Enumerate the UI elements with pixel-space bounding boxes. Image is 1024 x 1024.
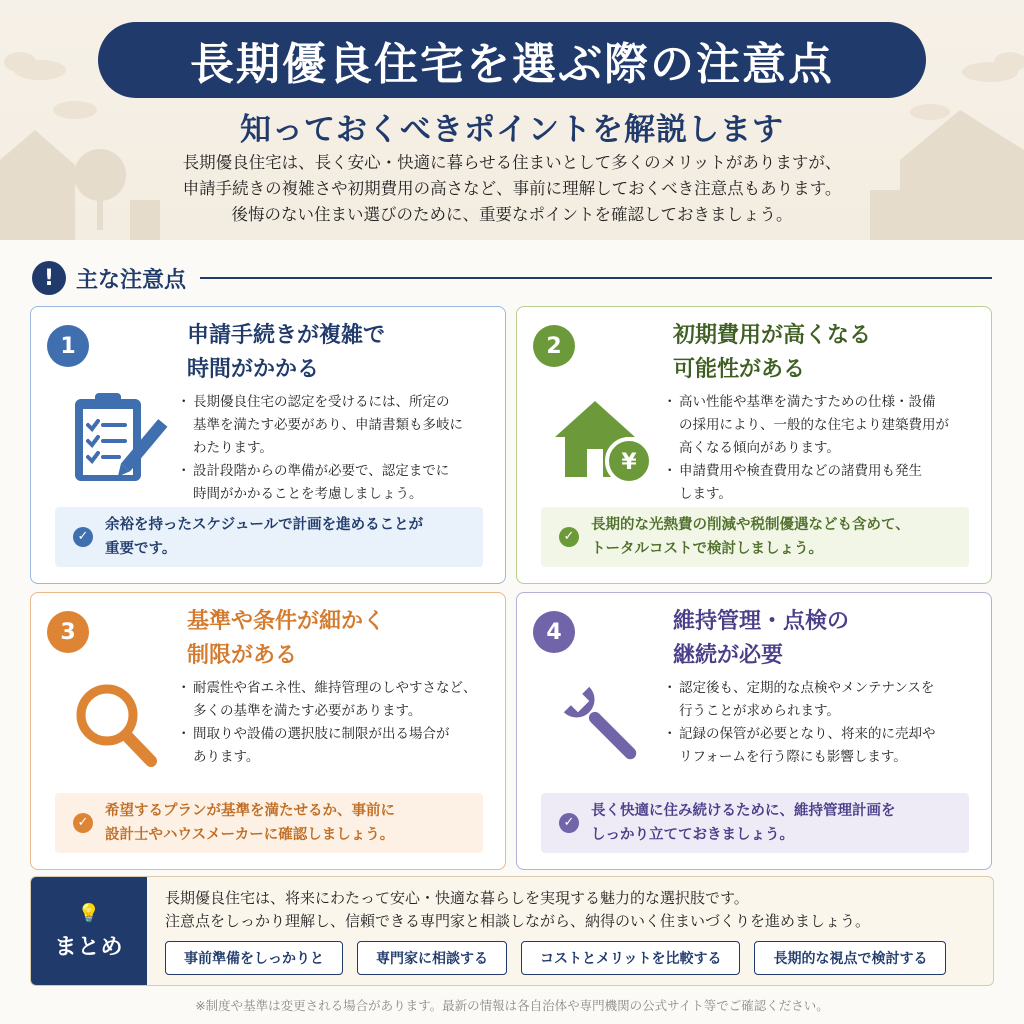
card-title-line: 可能性がある: [673, 357, 806, 382]
bullet-line: ・ 記録の保管が必要となり、将来的に売却や: [679, 726, 936, 742]
card-title: [673, 605, 973, 673]
check-circle-icon: ✓: [559, 527, 579, 547]
tip-line: 長く快適に住み続けるために、維持管理計画を: [591, 803, 896, 819]
magnifier-icon: [61, 675, 171, 775]
bullet-line: ・ 申請費用や検査費用などの諸費用も発生: [679, 463, 922, 479]
bullet-line: ・ 長期優良住宅の認定を受けるには、所定の: [193, 394, 450, 410]
card-title: [187, 319, 487, 387]
card-number-badge: 3: [47, 611, 89, 653]
card-number-badge: 2: [533, 325, 575, 367]
page-subtitle: 知っておくべきポイントを解説します: [240, 112, 784, 148]
check-circle-icon: ✓: [559, 813, 579, 833]
bullet-line: 時間がかかることを考慮しましょう。: [193, 486, 423, 502]
bullet-line: 高くなる傾向があります。: [679, 440, 840, 456]
card-tip: [541, 507, 969, 567]
section-divider: [200, 277, 992, 279]
bullet-line: ・ 耐震性や省エネ性、維持管理のしやすさなど、: [193, 680, 477, 696]
list-item: [667, 723, 977, 769]
caution-card-4: [516, 592, 992, 870]
bullet-line: わたります。: [193, 440, 273, 456]
summary-label-text: まとめ: [54, 935, 124, 960]
tip-line: 重要です。: [105, 541, 177, 557]
section-header: [32, 258, 992, 298]
intro-line: 申請手続きの複雑さや初期費用の高さなど、事前に理解しておくべき注意点もあります。: [182, 179, 842, 198]
list-item: [667, 677, 977, 723]
list-item: [181, 460, 491, 506]
footnote: ※制度や基準は変更される場合があります。最新の情報は各自治体や専門機関の公式サイト等でご確認ください。: [195, 998, 829, 1013]
summary-text: [165, 887, 985, 933]
summary-box: [30, 876, 994, 986]
svg-text:¥: ¥: [621, 450, 637, 475]
card-bullet-list: [667, 677, 977, 769]
bullet-line: 行うことが求められます。: [679, 703, 840, 719]
card-title-line: 基準や条件が細かく: [187, 609, 386, 634]
bullet-line: 基準を満たす必要があり、申請書類も多岐に: [193, 417, 463, 433]
list-item: [181, 677, 491, 723]
summary-tag: 長期的な視点で検討する: [754, 941, 946, 975]
house-yen-icon: [547, 389, 657, 489]
card-number-badge: 1: [47, 325, 89, 367]
list-item: [667, 391, 977, 460]
tip-line: 余裕を持ったスケジュールで計画を進めることが: [105, 517, 424, 533]
tip-line: 希望するプランが基準を満たせるか、事前に: [105, 803, 395, 819]
card-bullet-list: [667, 391, 977, 506]
tip-line: 長期的な光熱費の削減や税制優遇なども含めて、: [591, 517, 910, 533]
intro-line: 後悔のない住まい選びのために、重要なポイントを確認しておきましょう。: [231, 205, 793, 224]
card-tip: [55, 507, 483, 567]
caution-card-3: [30, 592, 506, 870]
list-item: [181, 391, 491, 460]
summary-line: 注意点をしっかり理解し、信頼できる専門家と相談しながら、納得のいく住まいづくりを進めましょう。: [165, 912, 871, 930]
caution-card-2: [516, 306, 992, 584]
card-title: [673, 319, 973, 387]
caution-card-1: [30, 306, 506, 584]
card-bullet-list: [181, 391, 491, 506]
tip-line: しっかり立てておきましょう。: [591, 827, 794, 843]
card-title-line: 申請手続きが複雑で: [187, 323, 386, 348]
tip-line: 設計士やハウスメーカーに確認しましょう。: [105, 827, 395, 843]
card-tip: [55, 793, 483, 853]
summary-tag: 事前準備をしっかりと: [165, 941, 343, 975]
section-title: 主な注意点: [76, 267, 187, 293]
card-title-line: 制限がある: [187, 643, 298, 668]
card-title-line: 維持管理・点検の: [673, 609, 850, 634]
card-title-line: 継続が必要: [673, 643, 784, 668]
bullet-line: ・ 間取りや設備の選択肢に制限が出る場合が: [193, 726, 450, 742]
clipboard-checklist-icon: [61, 389, 171, 489]
bullet-line: ・ 認定後も、定期的な点検やメンテナンスを: [679, 680, 935, 696]
page-title: 長期優良住宅を選ぶ際の注意点: [98, 22, 926, 98]
card-title: [187, 605, 487, 673]
card-tip: [541, 793, 969, 853]
list-item: [181, 723, 491, 769]
bullet-line: リフォームを行う際にも影響します。: [679, 749, 907, 765]
card-title-line: 初期費用が高くなる: [673, 323, 872, 348]
bullet-line: あります。: [193, 749, 260, 765]
card-bullet-list: [181, 677, 491, 769]
bullet-line: 多くの基準を満たす必要があります。: [193, 703, 422, 719]
check-circle-icon: ✓: [73, 813, 93, 833]
lightbulb-icon: 💡: [77, 903, 101, 924]
tip-line: トータルコストで検討しましょう。: [591, 541, 823, 557]
bullet-line: の採用により、一般的な住宅より建築費用が: [679, 417, 949, 433]
summary-tag: 専門家に相談する: [357, 941, 507, 975]
bullet-line: ・ 設計段階からの準備が必要で、認定までに: [193, 463, 450, 479]
intro-text: [0, 150, 1024, 228]
wrench-icon: [547, 675, 657, 775]
list-item: [667, 460, 977, 506]
card-title-line: 時間がかかる: [187, 357, 320, 382]
intro-line: 長期優良住宅は、長く安心・快適に暮らせる住まいとして多くのメリットがありますが、: [182, 153, 842, 172]
summary-tags: [165, 941, 946, 975]
bullet-line: します。: [679, 486, 732, 502]
check-circle-icon: ✓: [73, 527, 93, 547]
summary-tag: コストとメリットを比較する: [521, 941, 740, 975]
summary-line: 長期優良住宅は、将来にわたって安心・快適な暮らしを実現する魅力的な選択肢です。: [165, 889, 749, 907]
exclamation-icon: !: [32, 261, 66, 295]
summary-label: [31, 877, 147, 986]
card-number-badge: 4: [533, 611, 575, 653]
bullet-line: ・ 高い性能や基準を満たすための仕様・設備: [679, 394, 936, 410]
